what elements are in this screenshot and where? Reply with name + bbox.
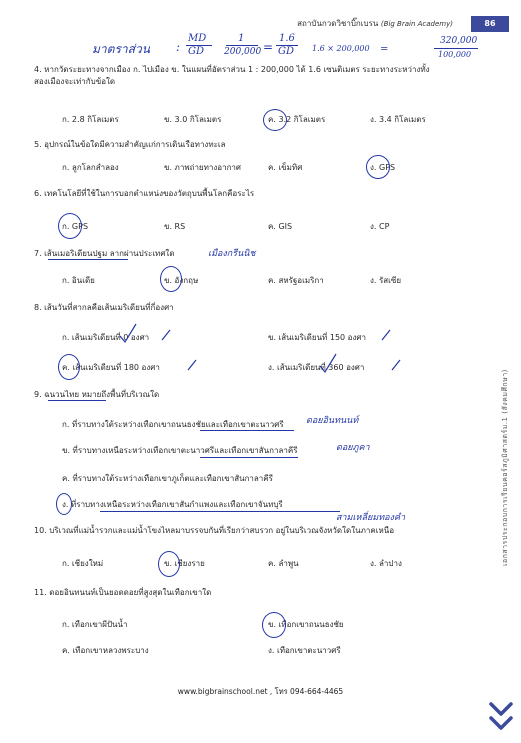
hw-underline <box>200 457 298 458</box>
hw-100000: 100,000 <box>438 50 472 59</box>
q4-option-b[interactable]: ข. 3.0 กิโลเมตร <box>164 115 222 124</box>
hw-slash-mark <box>186 358 198 372</box>
hw-gd2: GD <box>278 46 295 57</box>
hw-fraction-bar <box>434 48 478 49</box>
q11-option-c[interactable]: ค. เทือกเขาหลวงพระบาง <box>62 646 149 655</box>
q11-option-a[interactable]: ก. เทือกเขาผีปันน้ำ <box>62 620 128 629</box>
question-4: 4. หากวัดระยะทางจากเมือง ก. ไปเมือง ข. ในแผนที่อัตราส่วน 1 : 200,000 ได้ 1.6 เซนติเมตร ระยะทางระหว่างทั้ง สองเมืองจะเท่ากับข้อใด <box>34 65 430 86</box>
answer-circle <box>160 266 182 292</box>
hw-one: 1 <box>238 33 245 44</box>
hw-underline <box>200 430 294 431</box>
q5-option-c[interactable]: ค. เข็มทิศ <box>268 163 303 172</box>
hw-slash-mark <box>390 358 402 372</box>
page-header <box>0 16 521 32</box>
hw-q9-note-1: ดอยอินทนนท์ <box>306 416 359 426</box>
q9-option-d[interactable]: ง. ที่ราบทางเหนือระหว่างเทือกเขาสันกำแพงและเทือกเขาจันทบุรี <box>62 500 283 509</box>
q6-option-b[interactable]: ข. RS <box>164 222 186 231</box>
question-11: 11. ดอยอินทนนท์เป็นยอดดอยที่สูงสุดในเทือกเขาใด <box>34 588 212 597</box>
question-8: 8. เส้นวันที่สากลคือเส้นเมริเดียนที่กี่องศา <box>34 303 174 312</box>
footer-contact: www.bigbrainschool.net , โทร 094-664-4465 <box>177 687 344 696</box>
hw-fraction-bar <box>226 45 258 46</box>
q7-option-b[interactable]: ข. อังกฤษ <box>164 276 199 285</box>
header-academy: (Big Brain Academy) <box>380 20 453 28</box>
q9-option-a[interactable]: ก. ที่ราบทางใต้ระหว่างเทือกเขาถนนธงชัยและเทือกเขาตะนาวศรี <box>62 420 284 429</box>
q4-option-d[interactable]: ง. 3.4 กิโลเมตร <box>370 115 426 124</box>
question-5: 5. อุปกรณ์ในข้อใดมีความสำคัญแก่การเดินเรือทางทะเล <box>34 140 226 149</box>
q9-option-c[interactable]: ค. ที่ราบทางใต้ระหว่างเทือกเขาภูเก็ตและเทือกเขาสันกาลาคีรี <box>62 474 273 483</box>
answer-circle <box>262 612 286 638</box>
q5-option-d[interactable]: ง. GPS <box>370 163 396 172</box>
q11-option-d[interactable]: ง. เทือกเขาตะนาวศรี <box>268 646 341 655</box>
q8-option-c[interactable]: ค. เส้นเมริเดียนที่ 180 องศา <box>62 363 160 372</box>
q7-option-a[interactable]: ก. อินเดีย <box>62 276 95 285</box>
hw-200000: 200,000 <box>224 47 262 57</box>
sidebar-course-title: เอกสารประกอบการเรียนคอร์สภูมิศาสตร์ม.1 (สังคมศึกษา) <box>501 369 509 567</box>
hw-underline <box>100 511 340 512</box>
hw-check-mark <box>118 322 138 344</box>
q4-option-c[interactable]: ค. 3.2 กิโลเมตร <box>268 115 326 124</box>
page-number: 86 <box>471 16 509 32</box>
hw-equals: = <box>263 40 274 54</box>
hw-gd: GD <box>188 46 205 57</box>
q5-option-b[interactable]: ข. ภาพถ่ายทางอากาศ <box>164 163 241 172</box>
hw-md: MD <box>188 33 207 44</box>
hw-underline <box>48 400 106 401</box>
question-6: 6. เทคโนโลยีที่ใช้ในการบอกตำแหน่งของวัตถุบนพื้นโลกคือระไร <box>34 189 255 198</box>
q5-option-a[interactable]: ก. ลูกโลกสำลอง <box>62 163 119 172</box>
answer-circle <box>56 493 72 515</box>
hw-scale-label: มาตราส่วน <box>92 42 150 56</box>
hw-underline <box>48 259 128 260</box>
q6-option-d[interactable]: ง. CP <box>370 222 390 231</box>
hw-q10-note: สามเหลี่ยมทองคำ <box>336 513 406 523</box>
q10-option-c[interactable]: ค. ลำพูน <box>268 559 299 568</box>
hw-check-mark <box>318 352 338 374</box>
q8-option-b[interactable]: ข. เส้นเมริเดียนที่ 150 องศา <box>268 333 366 342</box>
q8-option-a[interactable]: ก. เส้นเมริเดียนที่ 0 องศา <box>62 333 150 342</box>
q8-option-d[interactable]: ง. เส้นเมริเดียนที่ 360 องศา <box>268 363 365 372</box>
hw-q9-note-2: ดอยภูคา <box>336 443 370 453</box>
answer-circle <box>58 213 82 239</box>
question-9: 9. ฉนวนไทย หมายถึงพื้นที่บริเวณใด <box>34 390 160 399</box>
q11-option-b[interactable]: ข. เทือกเขาถนนธงชัย <box>268 620 344 629</box>
answer-circle <box>58 354 80 380</box>
q7-option-c[interactable]: ค. สหรัฐอเมริกา <box>268 276 324 285</box>
hw-q7-note: เมืองกรีนนิช <box>208 249 256 259</box>
answer-circle <box>263 109 287 131</box>
hw-equals2: = <box>380 44 389 55</box>
double-chevron-down-icon <box>488 700 514 734</box>
answer-circle <box>158 551 180 577</box>
q10-option-b[interactable]: ข. เชียงราย <box>164 559 205 568</box>
q7-option-d[interactable]: ง. รัสเซีย <box>370 276 402 285</box>
hw-multiplication: 1.6 × 200,000 <box>312 44 370 53</box>
hw-colon: : <box>176 40 181 54</box>
header-title: สถาบันกวดวิชาบิ๊กเบรน (Big Brain Academy) <box>297 19 453 28</box>
question-10: 10. บริเวณที่แม่น้ำรวกและแม่น้ำโขงไหลมาบรรจบกันที่เรียกว่าสบรวก อยู่ในบริเวณจังหวัดใดในภาคเหนือ <box>34 526 394 535</box>
question-7: 7. เส้นเมอริเดียนปฐม ลากผ่านประเทศใด <box>34 249 175 258</box>
hw-320000: 320,000 <box>440 36 478 46</box>
q10-option-d[interactable]: ง. ลำปาง <box>370 559 402 568</box>
q6-option-c[interactable]: ค. GIS <box>268 222 293 231</box>
q9-option-b[interactable]: ข. ที่ราบทางเหนือระหว่างเทือกเขาตะนาวศรีและเทือกเขาสันกาลาคีรี <box>62 446 298 455</box>
answer-circle <box>366 155 390 179</box>
q4-option-a[interactable]: ก. 2.8 กิโลเมตร <box>62 115 119 124</box>
hw-1-6: 1.6 <box>279 33 295 44</box>
q6-option-a[interactable]: ก. GPS <box>62 222 89 231</box>
q10-option-a[interactable]: ก. เชียงใหม่ <box>62 559 104 568</box>
hw-slash-mark <box>380 328 392 342</box>
hw-slash-mark <box>160 328 172 342</box>
